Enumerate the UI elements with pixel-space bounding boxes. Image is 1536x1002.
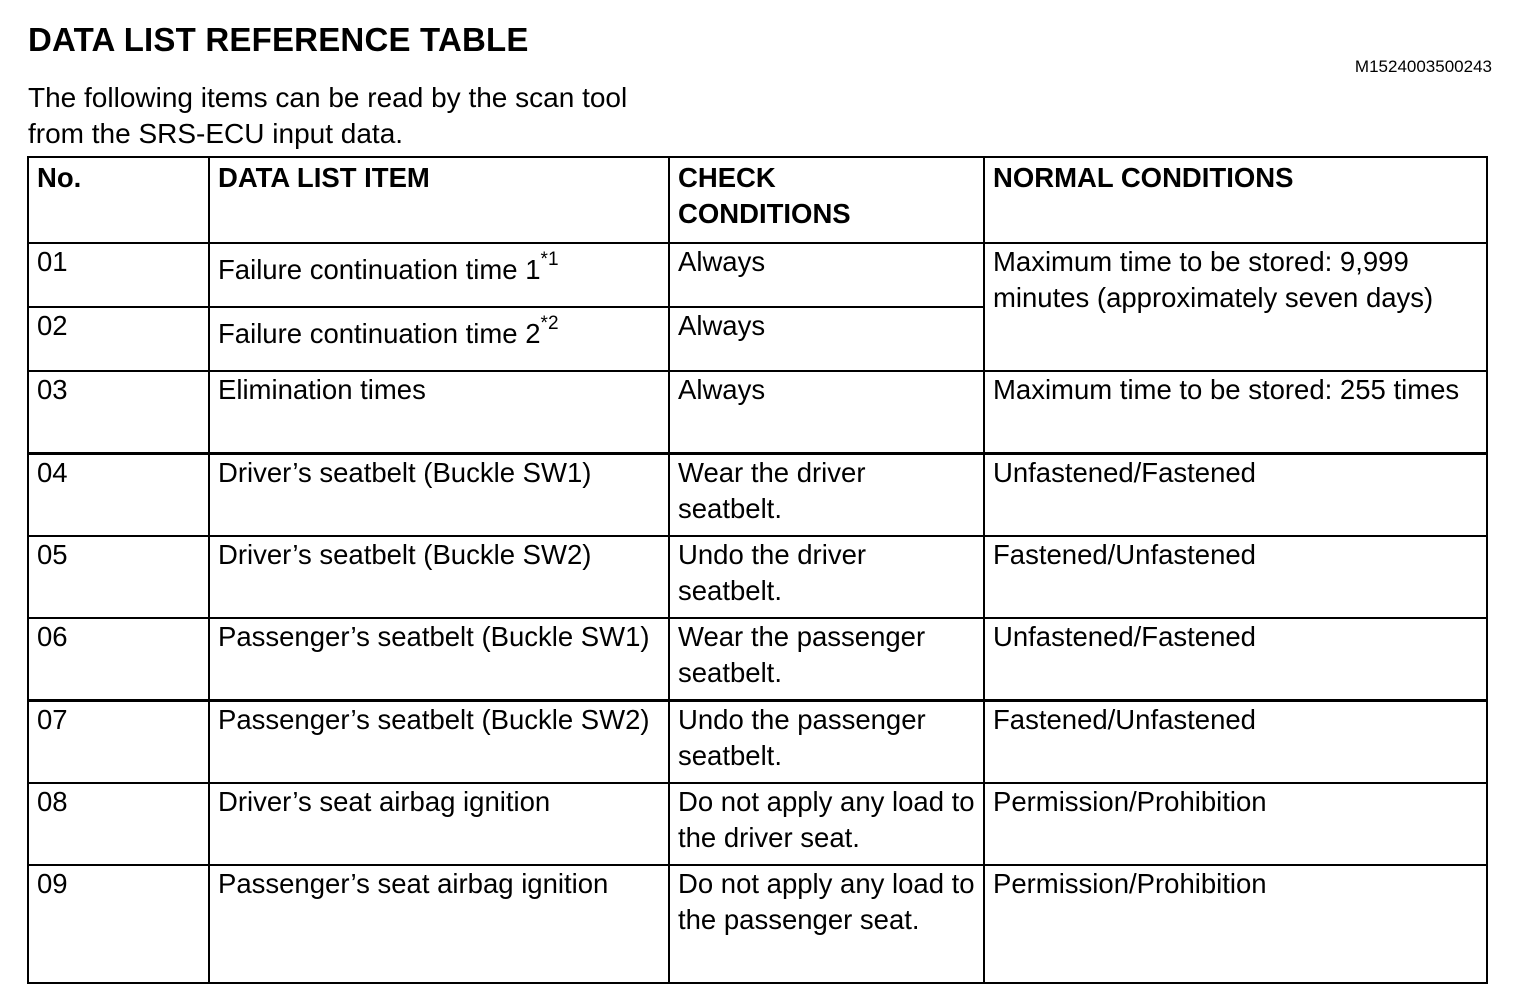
cell-check: Wear the driver seatbelt.: [669, 454, 984, 537]
cell-check: Always: [669, 307, 984, 371]
cell-normal: Permission/Prohibition: [984, 865, 1487, 983]
cell-item: Driver’s seat airbag ignition: [209, 783, 669, 865]
cell-item: Driver’s seatbelt (Buckle SW1): [209, 454, 669, 537]
cell-normal: Fastened/Unfastened: [984, 536, 1487, 618]
footnote-marker: *2: [540, 313, 559, 334]
document-code: M1524003500243: [1354, 57, 1492, 76]
cell-check: Undo the driver seatbelt.: [669, 536, 984, 618]
table-header-row: [28, 157, 1487, 243]
cell-item: [209, 307, 669, 371]
cell-normal: Maximum time to be stored: 255 times: [984, 371, 1487, 454]
table-row: [28, 243, 1487, 307]
cell-item: Elimination times: [209, 371, 669, 454]
item-text: Failure continuation time 2: [218, 318, 541, 349]
intro-line-2: from the SRS-ECU input data.: [28, 118, 404, 149]
cell-item: Passenger’s seatbelt (Buckle SW1): [209, 618, 669, 701]
intro-text: [28, 80, 748, 152]
cell-no: 06: [28, 618, 209, 701]
cell-normal: Permission/Prohibition: [984, 783, 1487, 865]
header-check-line-2: CONDITIONS: [678, 198, 851, 229]
cell-item: Passenger’s seatbelt (Buckle SW2): [209, 701, 669, 784]
cell-normal: Fastened/Unfastened: [984, 701, 1487, 784]
cell-no: 01: [28, 243, 209, 307]
cell-check: Wear the passenger seatbelt.: [669, 618, 984, 701]
cell-no: 07: [28, 701, 209, 784]
cell-item: Passenger’s seat airbag ignition: [209, 865, 669, 983]
cell-normal: Unfastened/Fastened: [984, 454, 1487, 537]
cell-no: 08: [28, 783, 209, 865]
cell-check: Always: [669, 243, 984, 307]
cell-normal: Maximum time to be stored: 9,999 minutes (approximately seven days): [984, 243, 1487, 371]
cell-check: Do not apply any load to the passenger seat.: [669, 865, 984, 983]
header-normal-conditions: NORMAL CONDITIONS: [984, 157, 1487, 243]
header-check-conditions: [669, 157, 984, 243]
cell-no: 03: [28, 371, 209, 454]
table-row: [28, 783, 1487, 865]
intro-line-1: The following items can be read by the scan tool: [28, 82, 628, 113]
header-check-line-1: CHECK: [678, 162, 776, 193]
cell-no: 02: [28, 307, 209, 371]
cell-no: 05: [28, 536, 209, 618]
cell-no: 04: [28, 454, 209, 537]
cell-check: Always: [669, 371, 984, 454]
cell-check: Do not apply any load to the driver seat.: [669, 783, 984, 865]
table-row: [28, 454, 1487, 537]
table-row: [28, 701, 1487, 784]
cell-item: [209, 243, 669, 307]
item-text: Failure continuation time 1: [218, 254, 541, 285]
table-row: [28, 536, 1487, 618]
data-list-table: [27, 156, 1488, 984]
table-row: [28, 371, 1487, 454]
table-row: [28, 618, 1487, 701]
table-row: [28, 865, 1487, 983]
page-title: DATA LIST REFERENCE TABLE: [28, 21, 529, 58]
cell-normal: Unfastened/Fastened: [984, 618, 1487, 701]
cell-item: Driver’s seatbelt (Buckle SW2): [209, 536, 669, 618]
cell-no: 09: [28, 865, 209, 983]
cell-check: Undo the passenger seatbelt.: [669, 701, 984, 784]
header-data-list-item: DATA LIST ITEM: [209, 157, 669, 243]
footnote-marker: *1: [540, 249, 559, 270]
header-no: No.: [28, 157, 209, 243]
